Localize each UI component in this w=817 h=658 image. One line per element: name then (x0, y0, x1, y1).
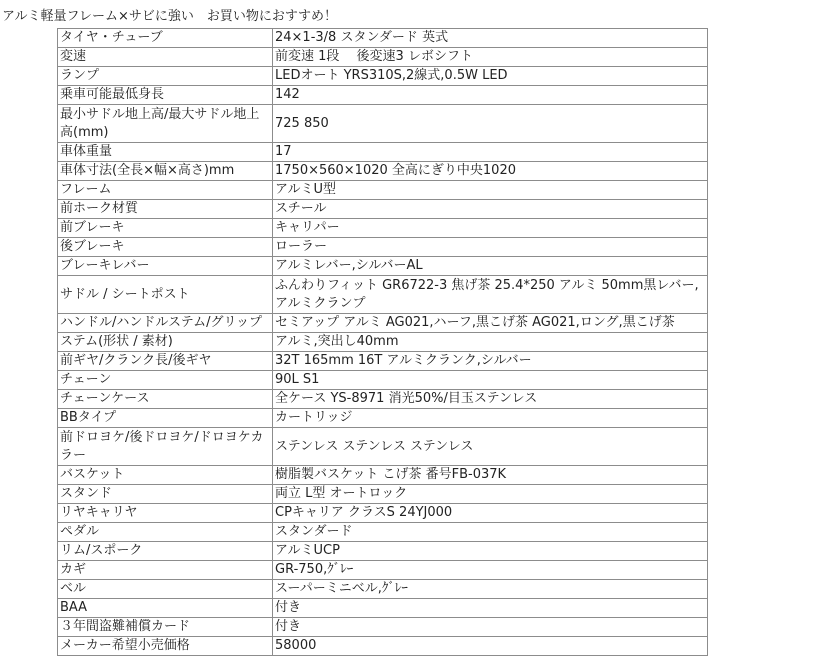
spec-label: ３年間盗難補償カード (58, 618, 273, 637)
table-row (58, 219, 708, 238)
spec-label: タイヤ・チューブ (58, 29, 273, 48)
spec-label: BBタイプ (58, 409, 273, 428)
spec-label: スタンド (58, 485, 273, 504)
spec-value: キャリパー (273, 219, 708, 238)
spec-label: 後ブレーキ (58, 238, 273, 257)
spec-label: チェーンケース (58, 390, 273, 409)
table-row (58, 143, 708, 162)
table-row (58, 86, 708, 105)
spec-label: 車体寸法(全長×幅×高さ)mm (58, 162, 273, 181)
spec-value: 付き (273, 599, 708, 618)
table-row (58, 48, 708, 67)
spec-value: 90L S1 (273, 371, 708, 390)
spec-value: ふんわりフィット GR6722-3 焦げ茶 25.4*250 アルミ 50mm黒レバー,アルミクランプ (273, 276, 708, 314)
spec-label: ブレーキレバー (58, 257, 273, 276)
spec-label: リヤキャリヤ (58, 504, 273, 523)
table-row (58, 390, 708, 409)
spec-label: 前ブレーキ (58, 219, 273, 238)
spec-value: 両立 L型 オートロック (273, 485, 708, 504)
table-row (58, 162, 708, 181)
table-row (58, 542, 708, 561)
spec-label: 最小サドル地上高/最大サドル地上高(mm) (58, 105, 273, 143)
spec-label: チェーン (58, 371, 273, 390)
page-heading: アルミ軽量フレーム×サビに強い お買い物におすすめ！ (2, 9, 337, 24)
table-row (58, 105, 708, 143)
spec-value: アルミ,突出し40mm (273, 333, 708, 352)
spec-table (57, 28, 708, 656)
spec-label: 前ホーク材質 (58, 200, 273, 219)
spec-label: バスケット (58, 466, 273, 485)
table-row (58, 504, 708, 523)
spec-value: アルミUCP (273, 542, 708, 561)
spec-value: 17 (273, 143, 708, 162)
table-row (58, 466, 708, 485)
spec-label: 前ドロヨケ/後ドロヨケ/ドロヨケカラー (58, 428, 273, 466)
spec-value: 1750×560×1020 全高にぎり中央1020 (273, 162, 708, 181)
spec-label: 前ギヤ/クランク長/後ギヤ (58, 352, 273, 371)
spec-label: ランプ (58, 67, 273, 86)
spec-label: ペダル (58, 523, 273, 542)
spec-label: フレーム (58, 181, 273, 200)
table-row (58, 314, 708, 333)
spec-value: GR-750,ｸﾞﾚｰ (273, 561, 708, 580)
table-row (58, 637, 708, 656)
spec-label: ベル (58, 580, 273, 599)
spec-value: ステンレス ステンレス ステンレス (273, 428, 708, 466)
table-row (58, 200, 708, 219)
spec-value: スーパーミニベル,ｸﾞﾚｰ (273, 580, 708, 599)
spec-value: 全ケース YS-8971 消光50%/目玉ステンレス (273, 390, 708, 409)
table-row (58, 561, 708, 580)
spec-label: ステム(形状 / 素材) (58, 333, 273, 352)
spec-value: CPキャリア クラスS 24YJ000 (273, 504, 708, 523)
table-row (58, 428, 708, 466)
spec-value: 前変速 1段 後変速3 レボシフト (273, 48, 708, 67)
spec-value: 樹脂製バスケット こげ茶 番号FB-037K (273, 466, 708, 485)
spec-label: メーカー希望小売価格 (58, 637, 273, 656)
table-row (58, 67, 708, 86)
spec-value: セミアップ アルミ AG021,ハーフ,黒こげ茶 AG021,ロング,黒こげ茶 (273, 314, 708, 333)
spec-value: カートリッジ (273, 409, 708, 428)
table-row (58, 618, 708, 637)
spec-value: 付き (273, 618, 708, 637)
spec-label: 乗車可能最低身長 (58, 86, 273, 105)
spec-label: ハンドル/ハンドルステム/グリップ (58, 314, 273, 333)
spec-value: 142 (273, 86, 708, 105)
table-row (58, 257, 708, 276)
table-row (58, 238, 708, 257)
table-row (58, 333, 708, 352)
spec-value: 24×1-3/8 スタンダード 英式 (273, 29, 708, 48)
table-row (58, 352, 708, 371)
spec-value: ローラー (273, 238, 708, 257)
table-row (58, 371, 708, 390)
table-row (58, 485, 708, 504)
spec-value: スチール (273, 200, 708, 219)
table-row (58, 181, 708, 200)
spec-value: アルミレバー,シルバーAL (273, 257, 708, 276)
table-row (58, 276, 708, 314)
table-row (58, 409, 708, 428)
table-row (58, 580, 708, 599)
spec-label: BAA (58, 599, 273, 618)
spec-value: スタンダード (273, 523, 708, 542)
table-row (58, 523, 708, 542)
spec-label: 車体重量 (58, 143, 273, 162)
table-row (58, 29, 708, 48)
table-row (58, 599, 708, 618)
spec-value: LEDオート YRS310S,2線式,0.5W LED (273, 67, 708, 86)
spec-value: 58000 (273, 637, 708, 656)
spec-label: 変速 (58, 48, 273, 67)
spec-label: カギ (58, 561, 273, 580)
spec-value: アルミU型 (273, 181, 708, 200)
spec-value: 725 850 (273, 105, 708, 143)
spec-label: リム/スポーク (58, 542, 273, 561)
spec-value: 32T 165mm 16T アルミクランク,シルバー (273, 352, 708, 371)
spec-label: サドル / シートポスト (58, 276, 273, 314)
